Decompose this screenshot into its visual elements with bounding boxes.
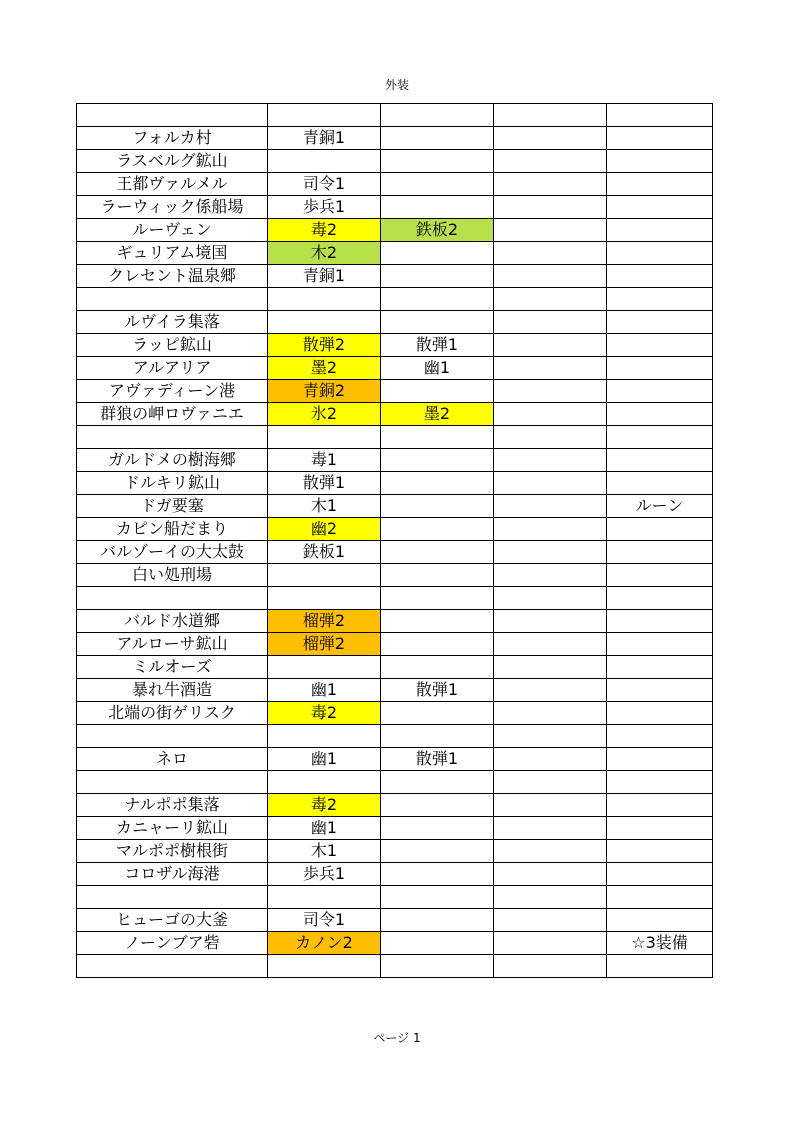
table-row [77,403,713,426]
table-row [77,656,713,679]
table-row [77,380,713,403]
table-row [77,495,713,518]
table-row [77,955,713,978]
armor-cell-3 [494,794,607,817]
armor-cell-1 [268,564,381,587]
location-cell: アヴァディーン港 [77,380,268,403]
armor-cell-2: 散弾1 [381,748,494,771]
armor-cell-3 [494,610,607,633]
table-row [77,357,713,380]
note-cell [607,127,713,150]
armor-cell-1: 毒2 [268,702,381,725]
armor-cell-1: 墨2 [268,357,381,380]
table-row [77,909,713,932]
table-row [77,242,713,265]
table-row [77,587,713,610]
table-row [77,541,713,564]
location-cell: バルド水道郷 [77,610,268,633]
armor-cell-3 [494,863,607,886]
location-cell: フォルカ村 [77,127,268,150]
location-cell: アルローサ鉱山 [77,633,268,656]
note-cell [607,150,713,173]
table-row [77,932,713,955]
armor-cell-2 [381,725,494,748]
note-cell [607,748,713,771]
note-cell [607,679,713,702]
armor-cell-1: カノン2 [268,932,381,955]
table-row [77,265,713,288]
location-cell: ドガ要塞 [77,495,268,518]
armor-cell-1: 幽1 [268,748,381,771]
armor-cell-3 [494,380,607,403]
armor-cell-2 [381,863,494,886]
armor-cell-3 [494,679,607,702]
spreadsheet-table [76,103,713,978]
table-row [77,748,713,771]
location-cell: 暴れ牛酒造 [77,679,268,702]
armor-cell-2 [381,909,494,932]
location-cell: ラーウィック係船場 [77,196,268,219]
armor-cell-2 [381,610,494,633]
location-cell: ラッピ鉱山 [77,334,268,357]
table-row [77,518,713,541]
armor-cell-1: 青銅2 [268,380,381,403]
note-cell [607,771,713,794]
armor-cell-1: 木1 [268,495,381,518]
armor-cell-2 [381,150,494,173]
location-cell: 群狼の岬ロヴァニエ [77,403,268,426]
armor-cell-2: 幽1 [381,357,494,380]
armor-cell-1: 散弾2 [268,334,381,357]
table-row [77,449,713,472]
location-cell: カニャーリ鉱山 [77,817,268,840]
table-row [77,196,713,219]
note-cell [607,610,713,633]
armor-cell-3 [494,196,607,219]
armor-cell-1: 青銅1 [268,265,381,288]
note-cell [607,173,713,196]
armor-cell-1: 青銅1 [268,127,381,150]
armor-cell-2 [381,955,494,978]
note-cell: ルーン [607,495,713,518]
armor-cell-1: 氷2 [268,403,381,426]
page-header: 外装 [384,78,409,92]
note-cell [607,817,713,840]
location-cell: ドルキリ鉱山 [77,472,268,495]
note-cell [607,794,713,817]
table-row [77,610,713,633]
note-cell [607,633,713,656]
armor-cell-3 [494,150,607,173]
armor-cell-3 [494,886,607,909]
armor-cell-1: 幽1 [268,679,381,702]
armor-cell-2 [381,127,494,150]
armor-cell-3 [494,656,607,679]
armor-cell-2 [381,173,494,196]
armor-cell-1: 散弾1 [268,472,381,495]
armor-cell-3 [494,472,607,495]
armor-cell-3 [494,104,607,127]
armor-cell-1 [268,725,381,748]
armor-cell-1: 司令1 [268,909,381,932]
armor-cell-3 [494,288,607,311]
armor-cell-3 [494,518,607,541]
armor-cell-1: 司令1 [268,173,381,196]
armor-cell-2 [381,886,494,909]
note-cell [607,357,713,380]
location-cell: ガルドメの樹海郷 [77,449,268,472]
armor-cell-2 [381,840,494,863]
armor-cell-3 [494,748,607,771]
note-cell [607,265,713,288]
armor-cell-1: 榴弾2 [268,633,381,656]
armor-cell-3 [494,495,607,518]
table-body [77,104,713,978]
table-row [77,863,713,886]
armor-cell-3 [494,587,607,610]
armor-cell-1: 鉄板1 [268,541,381,564]
armor-cell-3 [494,564,607,587]
location-cell: バルゾーイの大太鼓 [77,541,268,564]
armor-cell-3 [494,449,607,472]
note-cell [607,955,713,978]
armor-cell-2 [381,932,494,955]
location-cell [77,587,268,610]
table-row [77,771,713,794]
armor-cell-2 [381,288,494,311]
location-cell: カピン船だまり [77,518,268,541]
note-cell [607,380,713,403]
armor-cell-1: 歩兵1 [268,196,381,219]
location-cell: 北端の街ゲリスク [77,702,268,725]
armor-cell-2: 散弾1 [381,334,494,357]
armor-cell-2 [381,242,494,265]
location-cell: 白い処刑場 [77,564,268,587]
armor-cell-3 [494,702,607,725]
location-cell: マルポポ樹根街 [77,840,268,863]
table-row [77,219,713,242]
armor-cell-2 [381,633,494,656]
armor-cell-2 [381,794,494,817]
armor-cell-2 [381,495,494,518]
note-cell [607,334,713,357]
location-cell [77,288,268,311]
note-cell [607,564,713,587]
note-cell [607,104,713,127]
armor-cell-3 [494,840,607,863]
note-cell [607,311,713,334]
note-cell [607,656,713,679]
table-row [77,472,713,495]
location-cell: コロザル海港 [77,863,268,886]
table-row [77,794,713,817]
location-cell [77,426,268,449]
armor-cell-2 [381,656,494,679]
table-row [77,633,713,656]
armor-cell-3 [494,173,607,196]
table-row [77,426,713,449]
table-row [77,150,713,173]
table-row [77,725,713,748]
armor-cell-1 [268,311,381,334]
note-cell [607,288,713,311]
armor-cell-3 [494,219,607,242]
armor-cell-2 [381,196,494,219]
location-cell: ラスベルグ鉱山 [77,150,268,173]
table-row [77,886,713,909]
armor-cell-1 [268,288,381,311]
note-cell [607,242,713,265]
note-cell [607,587,713,610]
armor-cell-3 [494,242,607,265]
armor-cell-2 [381,380,494,403]
armor-cell-3 [494,955,607,978]
armor-cell-3 [494,311,607,334]
armor-cell-2 [381,564,494,587]
location-cell [77,955,268,978]
armor-cell-1: 榴弾2 [268,610,381,633]
note-cell [607,219,713,242]
armor-cell-1 [268,426,381,449]
location-cell: ミルオーズ [77,656,268,679]
note-cell [607,909,713,932]
armor-cell-2: 鉄板2 [381,219,494,242]
table-row [77,702,713,725]
location-cell: クレセント温泉郷 [77,265,268,288]
armor-cell-1: 歩兵1 [268,863,381,886]
note-cell [607,518,713,541]
armor-cell-3 [494,817,607,840]
location-cell: 王都ヴァルメル [77,173,268,196]
table-row [77,127,713,150]
armor-cell-2: 墨2 [381,403,494,426]
armor-cell-3 [494,932,607,955]
armor-cell-1: 木1 [268,840,381,863]
armor-cell-1: 幽1 [268,817,381,840]
armor-cell-3 [494,127,607,150]
armor-cell-1 [268,771,381,794]
table-row [77,840,713,863]
armor-cell-3 [494,909,607,932]
armor-cell-3 [494,265,607,288]
note-cell: ☆3装備 [607,932,713,955]
note-cell [607,449,713,472]
armor-cell-2 [381,702,494,725]
location-cell: ヒューゴの大釜 [77,909,268,932]
armor-cell-3 [494,725,607,748]
note-cell [607,403,713,426]
location-cell: ネロ [77,748,268,771]
location-cell: アルアリア [77,357,268,380]
note-cell [607,196,713,219]
armor-cell-2 [381,587,494,610]
armor-cell-1 [268,656,381,679]
armor-cell-1 [268,886,381,909]
armor-cell-2 [381,817,494,840]
armor-cell-2 [381,265,494,288]
table-row [77,817,713,840]
table-row [77,288,713,311]
armor-cell-2 [381,518,494,541]
location-cell [77,104,268,127]
armor-cell-3 [494,426,607,449]
note-cell [607,472,713,495]
note-cell [607,702,713,725]
armor-cell-3 [494,357,607,380]
note-cell [607,886,713,909]
armor-cell-2 [381,426,494,449]
armor-cell-2 [381,771,494,794]
location-cell [77,771,268,794]
note-cell [607,426,713,449]
location-cell: ナルポポ集落 [77,794,268,817]
armor-cell-3 [494,403,607,426]
location-cell [77,725,268,748]
note-cell [607,840,713,863]
armor-cell-1: 木2 [268,242,381,265]
table-row [77,311,713,334]
armor-cell-1 [268,104,381,127]
armor-cell-1: 毒2 [268,219,381,242]
location-cell: ルヴイラ集落 [77,311,268,334]
location-cell: ルーヴェン [77,219,268,242]
armor-cell-2: 散弾1 [381,679,494,702]
armor-cell-2 [381,311,494,334]
table-row [77,564,713,587]
armor-cell-1: 毒1 [268,449,381,472]
armor-cell-2 [381,104,494,127]
table-row [77,104,713,127]
table-row [77,679,713,702]
armor-cell-2 [381,472,494,495]
armor-cell-3 [494,334,607,357]
location-cell: ギュリアム境国 [77,242,268,265]
armor-cell-3 [494,541,607,564]
armor-cell-1 [268,150,381,173]
note-cell [607,725,713,748]
armor-cell-1 [268,955,381,978]
armor-cell-2 [381,541,494,564]
note-cell [607,541,713,564]
table-row [77,173,713,196]
armor-cell-3 [494,771,607,794]
location-cell: ノーンブア砦 [77,932,268,955]
table-row [77,334,713,357]
armor-cell-2 [381,449,494,472]
armor-cell-1 [268,587,381,610]
location-cell [77,886,268,909]
page-footer: ページ 1 [373,1031,421,1045]
armor-cell-3 [494,633,607,656]
armor-cell-1: 毒2 [268,794,381,817]
armor-cell-1: 幽2 [268,518,381,541]
note-cell [607,863,713,886]
